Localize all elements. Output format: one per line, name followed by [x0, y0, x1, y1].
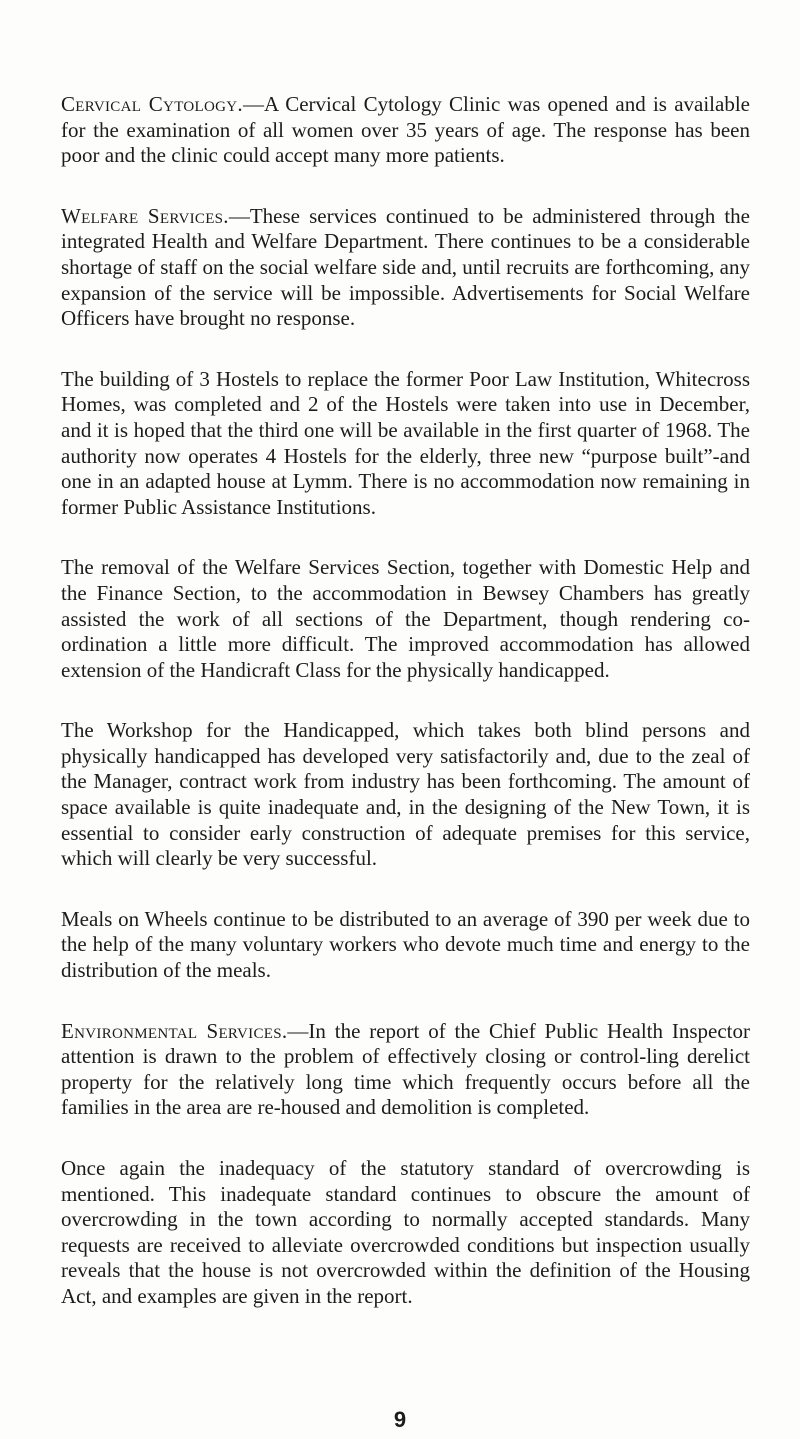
paragraph-overcrowding	[61, 1156, 750, 1310]
paragraph-hostels	[61, 367, 750, 521]
section-heading-welfare-services: Welfare Services.	[61, 203, 229, 228]
paragraph-welfare-services	[61, 204, 750, 332]
paragraph-text: The Workshop for the Handicapped, which takes both blind persons and physically handicapped has developed very satisfactorily and, due to the zeal of the Manager, contract work from industry has been forthcoming. The amount of space available is quite inadequate and, in the designing of the New Town, it is essential to consider early construction of adequate premises for this service, which will clearly be very successful.	[61, 718, 750, 871]
paragraph-text: —These services continued to be administered through the integrated Health and Welfare Department. There continues to be a considerable shortage of staff on the social welfare side and, until recruits are forthcoming, any expansion of the service will be impossible. Advertisements for Social Welfare Officers have brought no response.	[61, 203, 750, 331]
paragraph-text: The removal of the Welfare Services Section, together with Domestic Help and the Finance Section, to the accommodation in Bewsey Chambers has greatly assisted the work of all sections of the Department, though rendering co-ordination a little more difficult. The improved accommodation has allowed extension of the Handicraft Class for the physically handicapped.	[61, 555, 750, 682]
paragraph-bewsey-chambers	[61, 555, 750, 683]
paragraph-workshop	[61, 718, 750, 872]
paragraph-environmental-services	[61, 1019, 750, 1121]
page-number: 9	[393, 1407, 407, 1432]
paragraph-cervical-cytology	[61, 92, 750, 169]
paragraph-meals-on-wheels	[61, 907, 750, 984]
section-heading-cervical-cytology: Cervical Cytology.	[61, 92, 243, 116]
paragraph-text: Once again the inadequacy of the statutory standard of overcrowding is mentioned. This inadequate standard continues to obscure the amount of overcrowding in the town according to normally accepted standards. Many requests are received to alleviate overcrowded conditions but inspection usually reveals that the house is not overcrowded within the definition of the Housing Act, and examples are given in the report.	[61, 1156, 750, 1308]
paragraph-text: —A Cervical Cytology Clinic was opened and is available for the examination of all women over 35 years of age. The response has been poor and the clinic could accept many more patients.	[61, 92, 750, 168]
section-heading-environmental-services: Environmental Services.	[61, 1018, 288, 1043]
paragraph-text: The building of 3 Hostels to replace the former Poor Law Institution, Whitecross Homes, was completed and 2 of the Hostels were taken into use in December, and it is hoped that the third one will be available in the first quarter of 1968. The authority now operates 4 Hostels for the elderly, three new “purpose built”-and one in an adapted house at Lymm. There is no accommodation now remaining in former Public Assistance Institutions.	[61, 366, 750, 519]
paragraph-text: Meals on Wheels continue to be distributed to an average of 390 per week due to the help of the many voluntary workers who devote much time and energy to the distribution of the meals.	[61, 906, 750, 983]
paragraph-text: —In the report of the Chief Public Health Inspector attention is drawn to the problem of effectively closing or control-ling derelict property for the relatively long time which frequently occurs before all the families in the area are re-housed and demolition is completed.	[61, 1018, 750, 1120]
